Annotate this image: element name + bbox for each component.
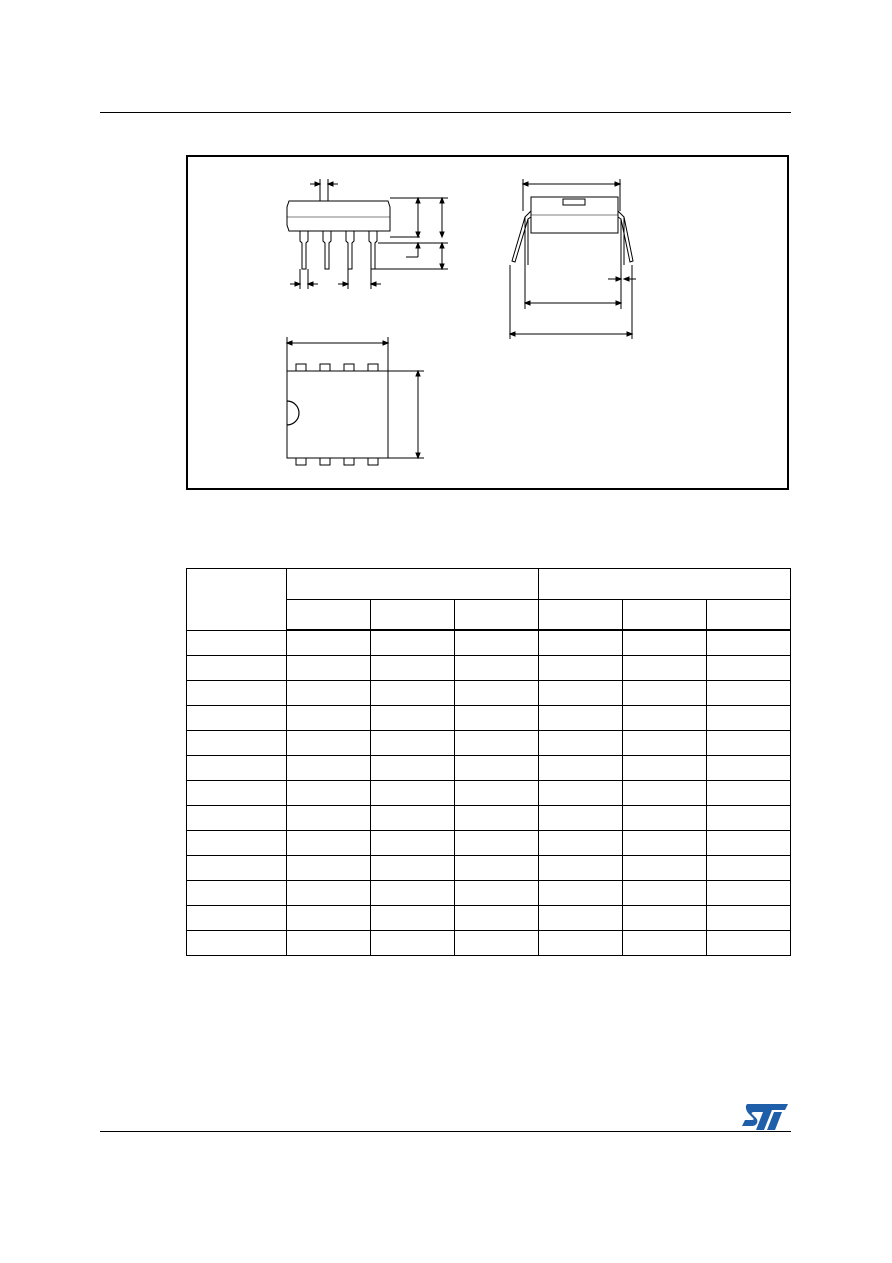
dimension-value-cell: [539, 781, 623, 806]
dimension-value-cell: [455, 681, 539, 706]
dimension-value-cell: [287, 731, 371, 756]
table-header-row: [187, 569, 791, 600]
footer-rule: [100, 1131, 791, 1132]
dimension-value-cell: [539, 731, 623, 756]
group-header-mm: [287, 569, 539, 600]
dimension-value-cell: [707, 630, 791, 656]
dimension-value-cell: [455, 831, 539, 856]
dimension-value-cell: [371, 931, 455, 956]
dim-header-cell: [187, 569, 287, 631]
dimension-value-cell: [371, 856, 455, 881]
dimension-value-cell: [287, 881, 371, 906]
dimension-value-cell: [371, 906, 455, 931]
dimension-value-cell: [455, 756, 539, 781]
dimension-value-cell: [707, 756, 791, 781]
dimension-symbol-cell: [187, 706, 287, 731]
dimension-symbol-cell: [187, 906, 287, 931]
dimension-symbol-cell: [187, 931, 287, 956]
table-row: [187, 856, 791, 881]
header-rule: [100, 112, 791, 113]
dimensions-table: [186, 568, 791, 956]
subheader-cell: [455, 600, 539, 631]
table-row: [187, 630, 791, 656]
end-view: [510, 179, 636, 339]
dimension-value-cell: [287, 806, 371, 831]
dimension-value-cell: [371, 781, 455, 806]
dimension-value-cell: [539, 806, 623, 831]
dimension-value-cell: [371, 731, 455, 756]
group-header-inch: [539, 569, 791, 600]
dimension-value-cell: [623, 731, 707, 756]
dimension-value-cell: [707, 806, 791, 831]
dimension-value-cell: [287, 756, 371, 781]
dimension-value-cell: [707, 656, 791, 681]
dimension-value-cell: [707, 881, 791, 906]
st-logo-icon: [742, 1104, 788, 1130]
dimension-symbol-cell: [187, 806, 287, 831]
dimension-symbol-cell: [187, 756, 287, 781]
dimension-value-cell: [539, 681, 623, 706]
dimension-value-cell: [287, 856, 371, 881]
dimension-value-cell: [623, 806, 707, 831]
dimension-value-cell: [455, 931, 539, 956]
dimension-value-cell: [371, 706, 455, 731]
dimension-value-cell: [623, 856, 707, 881]
dimension-value-cell: [623, 881, 707, 906]
dimension-value-cell: [539, 856, 623, 881]
dimension-value-cell: [287, 630, 371, 656]
dimension-value-cell: [455, 856, 539, 881]
dimension-value-cell: [455, 706, 539, 731]
dimension-symbol-cell: [187, 856, 287, 881]
dimension-value-cell: [287, 656, 371, 681]
dimension-value-cell: [539, 931, 623, 956]
dimension-value-cell: [707, 831, 791, 856]
dimension-value-cell: [287, 781, 371, 806]
top-view: [287, 337, 424, 465]
dimension-value-cell: [455, 731, 539, 756]
table-row: [187, 731, 791, 756]
dimension-value-cell: [707, 856, 791, 881]
dimension-value-cell: [539, 630, 623, 656]
dimension-value-cell: [707, 706, 791, 731]
dimension-value-cell: [623, 630, 707, 656]
dimension-value-cell: [455, 781, 539, 806]
dimension-value-cell: [707, 731, 791, 756]
table-row: [187, 706, 791, 731]
subheader-cell: [539, 600, 623, 631]
dimension-value-cell: [539, 831, 623, 856]
dimension-value-cell: [707, 906, 791, 931]
dimension-value-cell: [371, 881, 455, 906]
dimension-value-cell: [623, 831, 707, 856]
dimension-value-cell: [371, 681, 455, 706]
dimension-value-cell: [455, 656, 539, 681]
dimension-value-cell: [539, 906, 623, 931]
table-row: [187, 681, 791, 706]
dimension-value-cell: [623, 931, 707, 956]
side-view: [287, 179, 448, 289]
dimension-value-cell: [539, 881, 623, 906]
dimension-value-cell: [287, 681, 371, 706]
dimension-value-cell: [707, 681, 791, 706]
dimension-value-cell: [623, 756, 707, 781]
dimension-symbol-cell: [187, 881, 287, 906]
table-row: [187, 931, 791, 956]
dimension-symbol-cell: [187, 681, 287, 706]
dip8-package-outline-drawing: [188, 157, 791, 492]
dimension-value-cell: [539, 706, 623, 731]
subheader-cell: [623, 600, 707, 631]
dimension-value-cell: [287, 906, 371, 931]
dimension-value-cell: [455, 906, 539, 931]
table-row: [187, 906, 791, 931]
dimension-symbol-cell: [187, 630, 287, 656]
dimension-value-cell: [539, 656, 623, 681]
table-body: [187, 630, 791, 956]
dimension-value-cell: [623, 906, 707, 931]
table-row: [187, 756, 791, 781]
dimension-value-cell: [623, 681, 707, 706]
dimension-symbol-cell: [187, 781, 287, 806]
dimension-value-cell: [539, 756, 623, 781]
dimension-value-cell: [287, 706, 371, 731]
dimension-symbol-cell: [187, 731, 287, 756]
table-row: [187, 781, 791, 806]
dimension-value-cell: [623, 706, 707, 731]
subheader-cell: [287, 600, 371, 631]
dimension-value-cell: [455, 630, 539, 656]
dimension-symbol-cell: [187, 831, 287, 856]
dimension-value-cell: [287, 831, 371, 856]
dimension-value-cell: [455, 806, 539, 831]
dimension-value-cell: [623, 781, 707, 806]
table-row: [187, 881, 791, 906]
dimension-value-cell: [371, 831, 455, 856]
subheader-cell: [707, 600, 791, 631]
table-row: [187, 831, 791, 856]
dimension-symbol-cell: [187, 656, 287, 681]
dimension-value-cell: [371, 656, 455, 681]
dimension-value-cell: [371, 630, 455, 656]
dimension-value-cell: [455, 881, 539, 906]
dimension-value-cell: [371, 806, 455, 831]
dimension-value-cell: [623, 656, 707, 681]
subheader-cell: [371, 600, 455, 631]
dimension-value-cell: [707, 781, 791, 806]
dimension-value-cell: [287, 931, 371, 956]
table-row: [187, 806, 791, 831]
dimension-value-cell: [371, 756, 455, 781]
table-row: [187, 656, 791, 681]
package-drawing-frame: [186, 155, 789, 490]
dimension-value-cell: [707, 931, 791, 956]
